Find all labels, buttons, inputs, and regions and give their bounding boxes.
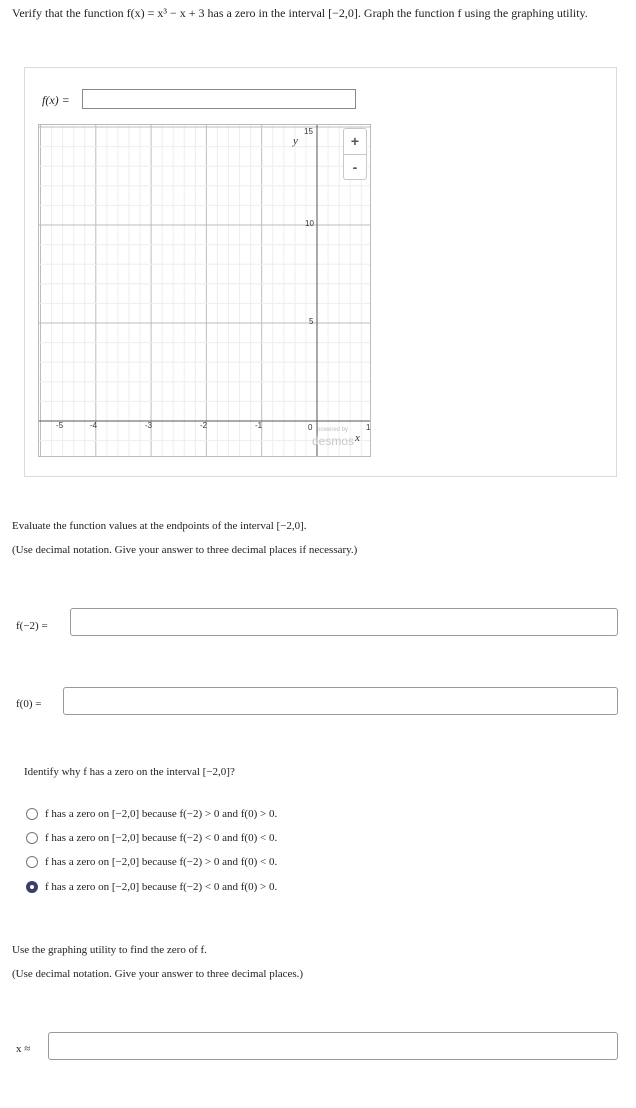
x-tick-label: -1	[255, 421, 263, 430]
x-tick-label: -3	[145, 421, 153, 430]
f-neg2-label: f(−2) =	[16, 620, 48, 632]
x-tick-label: -4	[90, 421, 98, 430]
option-3[interactable]	[26, 854, 277, 870]
f-0-input[interactable]	[63, 687, 618, 715]
graph-grid[interactable]	[39, 125, 371, 457]
f-0-label: f(0) =	[16, 698, 42, 710]
option-1[interactable]	[26, 806, 277, 822]
option-label: f has a zero on [−2,0] because f(−2) > 0 and f(0) > 0.	[45, 808, 278, 820]
x-axis-label: x	[355, 432, 360, 444]
x-tick-label: -2	[200, 421, 208, 430]
zoom-controls	[343, 128, 367, 180]
radio-button[interactable]	[26, 832, 38, 844]
y-tick-label: 5	[309, 317, 314, 326]
x-tick-label: -5	[56, 421, 64, 430]
radio-button-selected[interactable]	[26, 881, 38, 893]
evaluate-instruction: Evaluate the function values at the endpoints of the interval [−2,0].	[12, 520, 307, 532]
option-label: f has a zero on [−2,0] because f(−2) < 0 and f(0) < 0.	[45, 832, 278, 844]
desmos-logo: desmos	[312, 434, 355, 448]
x-tick-label: 1	[366, 423, 371, 432]
zero-input[interactable]	[48, 1032, 618, 1060]
powered-by-text: powered by	[317, 427, 349, 433]
graphing-calculator[interactable]	[38, 124, 371, 457]
evaluate-note: (Use decimal notation. Give your answer to three decimal places if necessary.)	[12, 544, 358, 556]
function-label: f(x) =	[42, 93, 70, 107]
zoom-in-button[interactable]: +	[344, 129, 366, 155]
problem-prompt: Verify that the function f(x) = x³ − x + 3 has a zero in the interval [−2,0]. Graph the function f using the graphing utility.	[12, 6, 588, 20]
option-4[interactable]	[26, 879, 277, 895]
zero-instruction: Use the graphing utility to find the zero of f.	[12, 944, 207, 956]
f-neg2-input[interactable]	[70, 608, 618, 636]
x-tick-label: 0	[308, 423, 313, 432]
x-approx-label: x ≈	[16, 1043, 31, 1055]
identify-question: Identify why f has a zero on the interval [−2,0]?	[24, 766, 235, 778]
option-2[interactable]	[26, 830, 277, 846]
option-label: f has a zero on [−2,0] because f(−2) < 0 and f(0) > 0.	[45, 881, 278, 893]
y-tick-label: 10	[305, 219, 314, 228]
function-input[interactable]	[82, 89, 356, 109]
radio-button[interactable]	[26, 856, 38, 868]
y-axis-label: y	[293, 135, 298, 147]
zoom-out-button[interactable]: -	[352, 159, 358, 175]
y-tick-label: 15	[304, 127, 313, 136]
radio-button[interactable]	[26, 808, 38, 820]
option-label: f has a zero on [−2,0] because f(−2) > 0 and f(0) < 0.	[45, 856, 278, 868]
zero-note: (Use decimal notation. Give your answer to three decimal places.)	[12, 968, 304, 980]
